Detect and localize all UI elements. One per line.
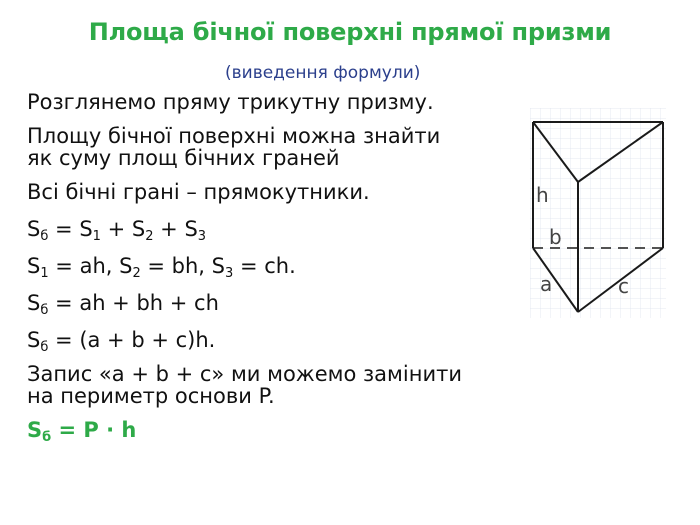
line-lateral-area-2: як суму площ бічних граней	[27, 146, 340, 170]
formula-expanded: $S_б$ = ah + bh + ch	[27, 291, 219, 318]
line-perimeter-note	[27, 363, 537, 407]
formula-face-areas: $S_1$ = ah, $S_2$ = bh, $S_3$ = ch.	[27, 254, 296, 281]
label-a: a	[540, 272, 553, 296]
label-c: c	[618, 274, 629, 298]
line-faces-rectangles: Всі бічні грані – прямокутники.	[27, 180, 370, 204]
formula-final: $S_б = P \cdot h$	[27, 418, 137, 445]
formula-sum-of-faces: $S_б = S_1 + S_2 + S_3$	[27, 217, 207, 244]
line-prism-intro: Розглянемо пряму трикутну призму.	[27, 90, 434, 114]
line-lateral-area-1: Площу бічної поверхні можна знайти	[27, 124, 441, 148]
text-body	[27, 88, 537, 453]
line-lateral-area	[27, 125, 537, 169]
slide-title: Площа бічної поверхні прямої призми	[88, 18, 612, 46]
line-perimeter-note-2: на периметр основи P.	[27, 384, 275, 408]
label-b: b	[549, 225, 562, 249]
formula-factored: $S_б = (a + b + c)h$.	[27, 328, 216, 355]
line-perimeter-note-1: Запис «a + b + c» ми можемо замінити	[27, 362, 462, 386]
slide-subtitle: (виведення формули)	[225, 63, 421, 83]
label-h: h	[536, 183, 549, 207]
prism-figure	[530, 108, 666, 318]
